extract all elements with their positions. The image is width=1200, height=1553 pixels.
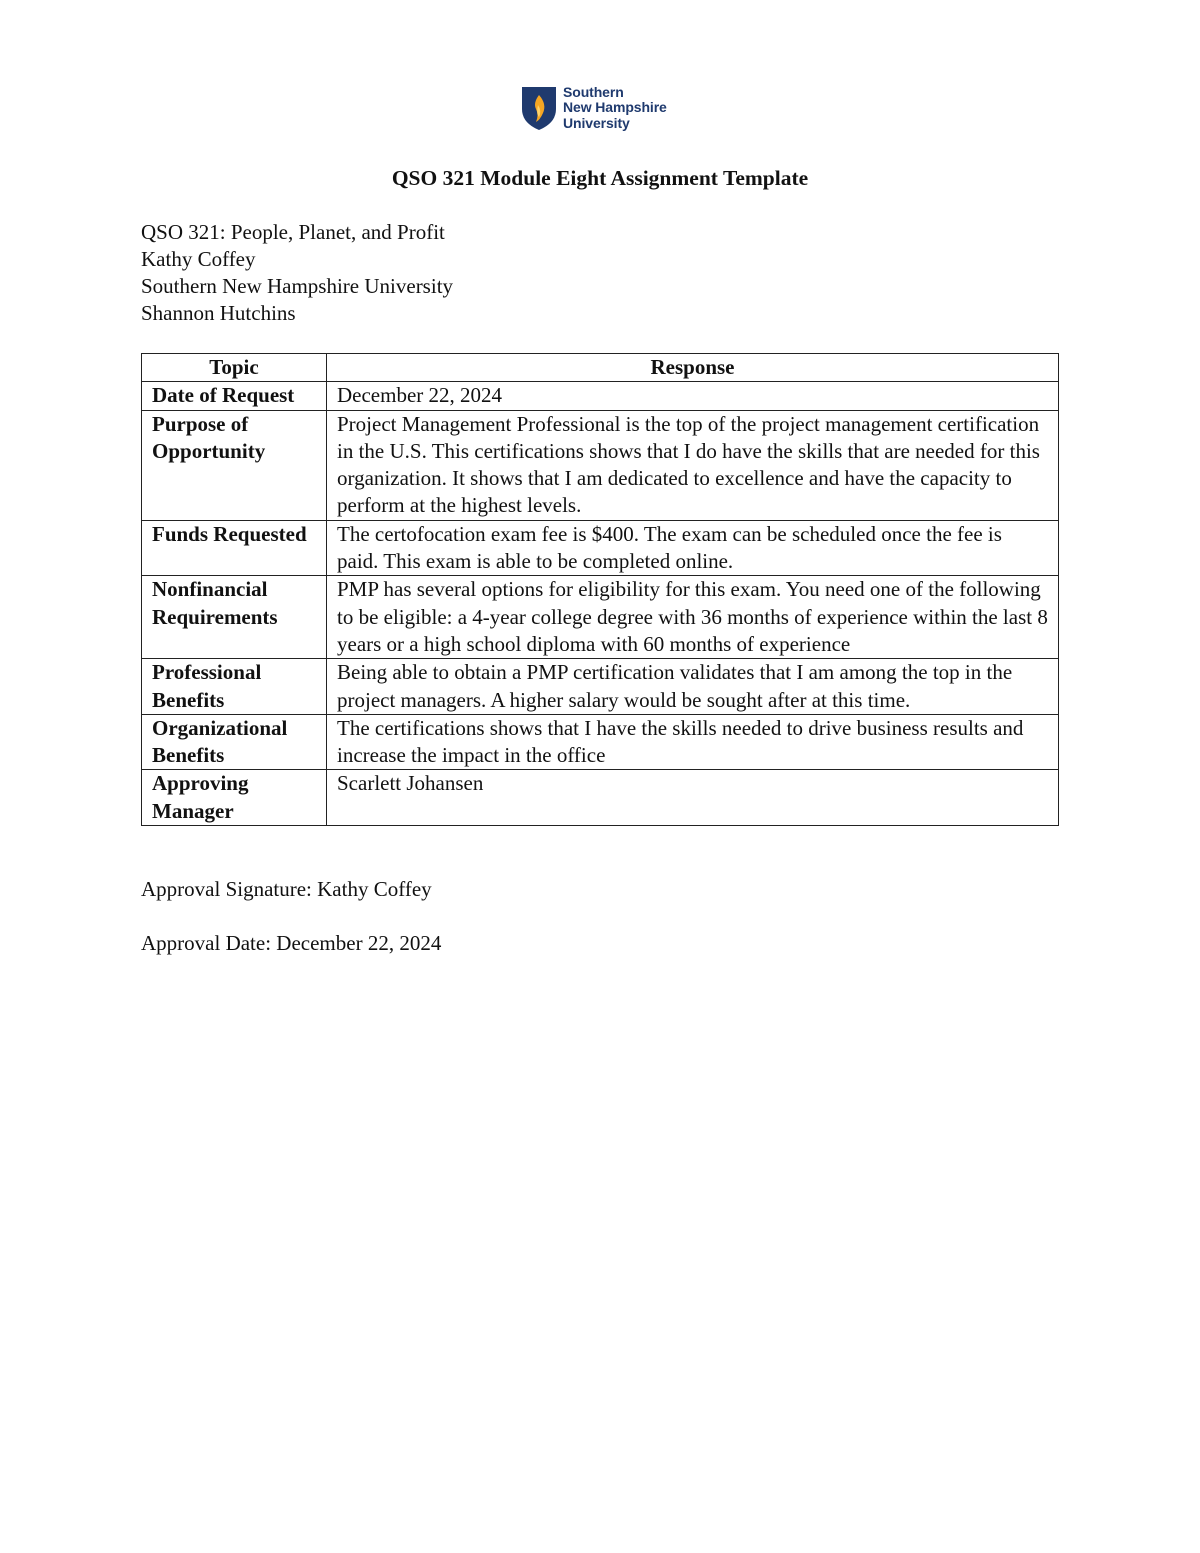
table-row [142, 410, 1059, 520]
response-cell: PMP has several options for eligibility for this exam. You need one of the following to be eligible: a 4-year college degree with 36 months of experience within the last 8 years or a high school diploma with 60 months of experience [327, 576, 1059, 659]
approval-date: Approval Date: December 22, 2024 [141, 931, 442, 955]
logo-wordmark [563, 85, 667, 132]
logo-line-1: Southern [563, 83, 624, 100]
table-row [142, 520, 1059, 576]
student-line: Kathy Coffey [141, 247, 256, 271]
table-row [142, 770, 1059, 826]
topic-cell: Nonfinancial Requirements [142, 576, 327, 659]
table-row [142, 382, 1059, 410]
logo-line-2: New Hampshire [563, 99, 667, 116]
column-header-response: Response [327, 354, 1059, 382]
column-header-topic: Topic [142, 354, 327, 382]
approval-signature: Approval Signature: Kathy Coffey [141, 877, 432, 901]
table-header-row [142, 354, 1059, 382]
table-row [142, 659, 1059, 715]
university-logo [521, 84, 667, 132]
shield-flame-icon [521, 85, 557, 131]
response-cell: Project Management Professional is the top of the project management certification in the U.S. This certifications shows that I do have the skills that are needed for this organization. It shows that I am dedicated to excellence and have the capacity to perform at the highest levels. [327, 410, 1059, 520]
topic-cell: Funds Requested [142, 520, 327, 576]
logo-line-3: University [563, 114, 630, 131]
table-row [142, 576, 1059, 659]
table-row [142, 714, 1059, 770]
response-cell: The certofocation exam fee is $400. The exam can be scheduled once the fee is paid. This exam is able to be completed online. [327, 520, 1059, 576]
response-cell: The certifications shows that I have the skills needed to drive business results and increase the impact in the office [327, 714, 1059, 770]
instructor-line: Shannon Hutchins [141, 301, 296, 325]
response-cell: December 22, 2024 [327, 382, 1059, 410]
document-title: QSO 321 Module Eight Assignment Template [391, 166, 809, 190]
institution-line: Southern New Hampshire University [141, 274, 454, 298]
topic-cell: Date of Request [142, 382, 327, 410]
header-info [141, 219, 453, 327]
topic-cell: Approving Manager [142, 770, 327, 826]
request-table [141, 353, 1059, 826]
response-cell: Being able to obtain a PMP certification validates that I am among the top in the project managers. A higher salary would be sought after at this time. [327, 659, 1059, 715]
response-cell: Scarlett Johansen [327, 770, 1059, 826]
course-line: QSO 321: People, Planet, and Profit [141, 220, 445, 244]
topic-cell: Purpose of Opportunity [142, 410, 327, 520]
topic-cell: Professional Benefits [142, 659, 327, 715]
topic-cell: Organizational Benefits [142, 714, 327, 770]
